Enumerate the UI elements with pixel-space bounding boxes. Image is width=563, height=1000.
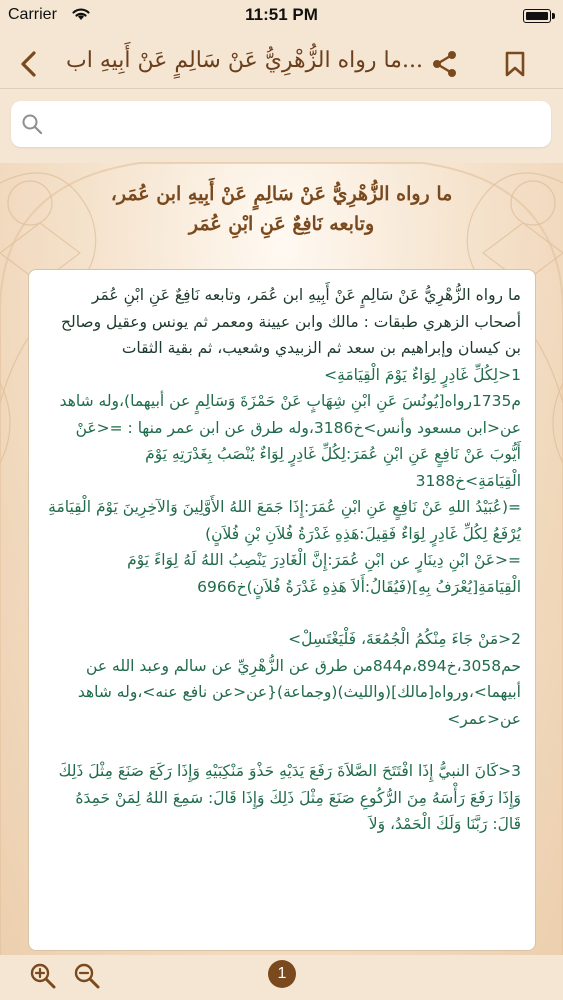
bookmark-icon[interactable] (497, 46, 533, 82)
text-paragraph: 1<لِكُلِّ غَادِرٍ لِوَاءٌ يَوْمَ الْقِيَامَةِ> (324, 365, 521, 384)
search-input[interactable] (51, 101, 541, 149)
back-chevron-icon[interactable] (12, 46, 48, 82)
text-paragraph: م1735رواه[يُونُسَ عَنِ ابْنِ شِهَابٍ عَنْ حَمْزَةَ وَسَالِمٍ عن أبيهما)،وله شاهد عن<ابن مسعود وأنس>خ3186،وله طرق عن ابن عمر منها : =<عَنْ أَيُّوبَ عَنْ نَافِعٍ عَنِ ابْنِ عُمَرَ:لِكُلِّ غَادِرٍ لِوَاءٌ يُنْصَبُ بِغَدْرَتِهِ يَوْمَ الْقِيَامَةِ>خ3188 (59, 392, 521, 490)
content-area (0, 163, 563, 955)
hadith-text-card[interactable] (28, 269, 536, 951)
text-paragraph: 2<مَنْ جَاءَ مِنْكُمُ الْجُمُعَةَ، فَلْيَغْتَسِلْ> (288, 630, 521, 648)
text-paragraph: =<عَنْ ابْنِ دِينَارٍ عن ابْنِ عُمَرَ:إِنَّ الْغَادِرَ يَنْصِبُ اللهُ لَهُ لِوَاءً يَوْمَ الْقِيَامَةِ[يُعْرَفُ بِهِ](فَيُقَالُ:أَلاَ هَذِهِ غَدْرَةُ فُلاَنٍ)خ6966 (127, 551, 521, 596)
clock: 11:51 PM (245, 5, 318, 24)
page-number-badge[interactable]: 1 (268, 960, 296, 988)
hadith-text (43, 282, 521, 838)
zoom-in-icon[interactable] (28, 961, 58, 991)
chapter-heading-line-1: ما رواه الزُّهْرِيُّ عَنْ سَالِمٍ عَنْ أَبِيهِ ابن عُمَر، (110, 183, 453, 205)
text-paragraph: حم3058،خ894،م844من طرق عن الزُّهْرِيِّ عن سالم وعبد الله عن أبيهما>،ورواه[مالك](والليث)(وجماعة){عن<عن نافع عنه>،وله شاهد عن<عمر> (77, 656, 521, 728)
text-paragraph: ما رواه الزُّهْرِيُّ عَنْ سَالِمٍ عَنْ أَبِيهِ ابن عُمَر، وتابعه نَافِعٌ عَنِ ابْنِ عُمَر (91, 286, 521, 304)
page-title: ما رواه الزُّهْرِيُّ عَنْ سَالِمٍ عَنْ أَبِيهِ اب... (66, 48, 423, 73)
battery-icon (523, 9, 551, 23)
navigation-bar (0, 40, 563, 89)
search-area (0, 89, 563, 163)
search-box[interactable] (11, 101, 551, 147)
share-icon[interactable] (427, 46, 463, 82)
bottom-toolbar (0, 955, 563, 1000)
text-paragraph: 3<كَانَ النبيُّ إِذَا افْتَتَحَ الصَّلاَةَ رَفَعَ يَدَيْهِ حَذْوَ مَنْكِبَيْهِ وَإِذَا رَكَعَ صَنَعَ مِثْلَ ذَلِكَ وَإِذَا رَفَعَ رَأْسَهُ مِنَ الرُّكُوعِ صَنَعَ مِثْلَ ذَلِكَ وَإِذَا قَالَ: سَمِعَ اللهُ لِمَنْ حَمِدَهُ قَالَ: رَبَّنَا وَلَكَ الْحَمْدُ، وَلاَ (58, 762, 521, 833)
chapter-heading-line-2: وتابعه نَافِعٌ عَنِ ابْنِ عُمَر (188, 213, 375, 235)
carrier-label: Carrier (8, 6, 57, 23)
text-paragraph: =(عُبَيْدُ اللهِ عَنْ نَافِعٍ عَنِ ابْنِ عُمَرَ:إِذَا جَمَعَ اللهُ الأَوَّلِينَ وَالآخِرِينَ يَوْمَ الْقِيَامَةِ يُرْفَعُ لِكُلِّ غَادِرٍ لِوَاءٌ فَقِيلَ:هَذِهِ غَدْرَةُ فُلاَنِ بْنِ فُلاَنٍ) (48, 498, 521, 543)
status-bar (0, 0, 563, 40)
text-paragraph: أصحاب الزهري طبقات : مالك وابن عيينة ومعمر ثم يونس وعقيل وصالح بن كيسان وإبراهيم بن سعد ثم الزبيدي وشعيب، ثم بقية الثقات (60, 312, 521, 357)
zoom-out-icon[interactable] (72, 961, 102, 991)
chapter-heading (40, 179, 523, 239)
search-icon (21, 113, 43, 135)
